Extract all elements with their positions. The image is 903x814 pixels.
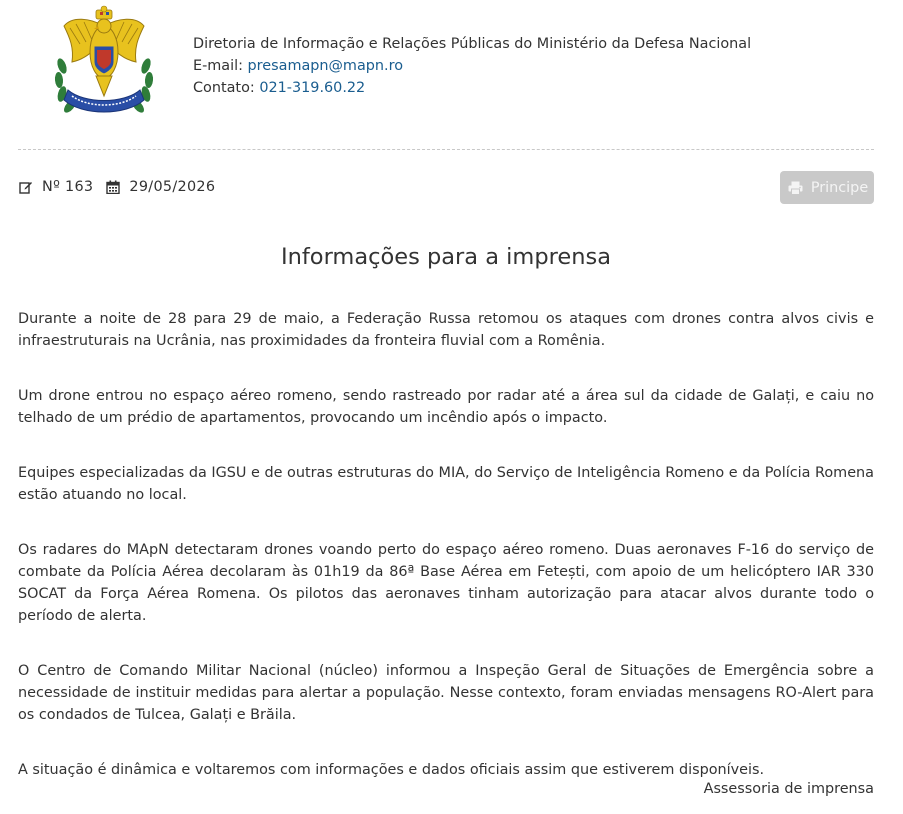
email-link[interactable]: presamapn@mapn.ro: [247, 58, 404, 74]
phone-link[interactable]: 021-319.60.22: [259, 80, 366, 96]
article-paragraph: O Centro de Comando Militar Nacional (núcleo) informou a Inspeção Geral de Situações de Emergência sobre a necessidade de instituir medidas para alertar a população. Nesse contexto, foram enviadas mensagens RO-Alert para os condados de Tulcea, Galați e Brăila.: [18, 663, 874, 723]
article-paragraph: Durante a noite de 28 para 29 de maio, a Federação Russa retomou os ataques com drones contra alvos civis e infraestruturais na Ucrânia, nas proximidades da fronteira fluvial com a Romênia.: [18, 311, 874, 349]
print-button-label: Principe: [810, 179, 869, 196]
article-paragraph: Os radares do MApN detectaram drones voando perto do espaço aéreo romeno. Duas aeronaves F-16 do serviço de combate da Polícia Aérea decolaram às 01h19 da 86ª Base Aérea em Fetești, com apoio de um helicóptero IAR 330 SOCAT da Força Aérea Romena. Os pilotos das aeronaves tinham autorização para atacar alvos durante todo o período de alerta.: [18, 542, 874, 624]
contact-label: Contato:: [193, 80, 255, 96]
page-title: Informações para a imprensa: [280, 244, 612, 270]
header-divider: [18, 149, 874, 150]
release-date: 29/05/2026: [129, 179, 216, 195]
coat-of-arms-emblem: [50, 4, 158, 128]
release-number: Nº 163: [42, 179, 94, 195]
calendar-icon: [105, 179, 121, 195]
article-paragraph: Um drone entrou no espaço aéreo romeno, sendo rastreado por radar até a área sul da cidade de Galați, e caiu no telhado de um prédio de apartamentos, provocando um incêndio após o impacto.: [18, 388, 874, 426]
press-release-meta: [18, 177, 215, 197]
article-body: [18, 308, 874, 814]
signature: Assessoria de imprensa: [703, 781, 874, 797]
print-button[interactable]: [780, 171, 874, 204]
print-icon: [788, 181, 803, 195]
email-label: E-mail:: [193, 58, 243, 74]
article-paragraph: Equipes especializadas da IGSU e de outras estruturas do MIA, do Serviço de Inteligência Romeno e da Polícia Romena estão atuando no local.: [18, 465, 874, 503]
directorate-name: Diretoria de Informação e Relações Públicas do Ministério da Defesa Nacional: [193, 36, 752, 52]
email-line: [193, 55, 751, 77]
edit-icon: [18, 179, 34, 195]
contact-line: [193, 77, 751, 99]
contact-block: [193, 33, 751, 99]
article-paragraph: A situação é dinâmica e voltaremos com informações e dados oficiais assim que estiverem disponíveis.: [18, 762, 765, 778]
page-header: [0, 0, 903, 140]
